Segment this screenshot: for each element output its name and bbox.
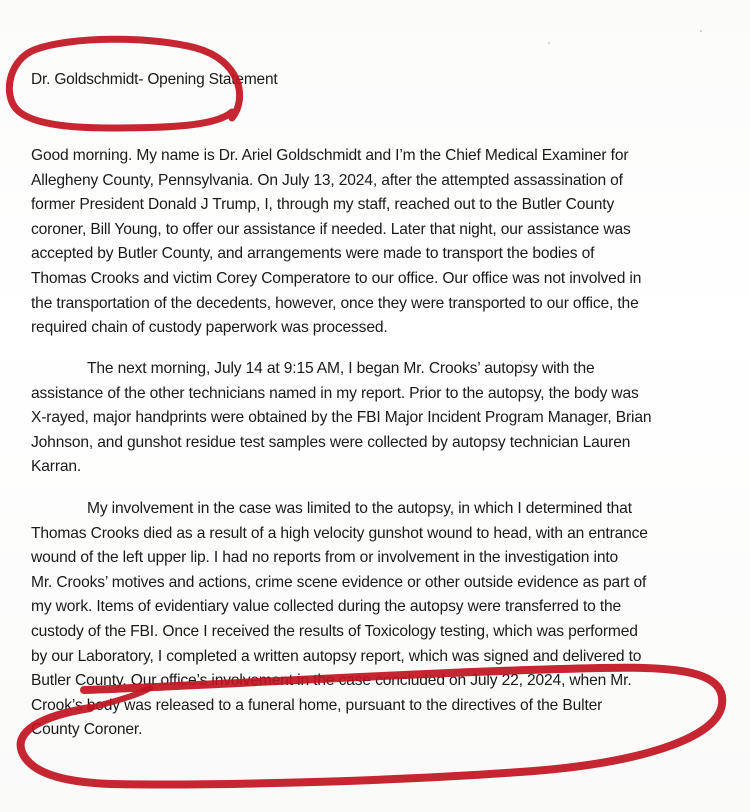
- paragraph-line: Thomas Crooks died as a result of a high velocity gunshot wound to head, with an entrance: [31, 524, 648, 542]
- paragraph-line: by our Laboratory, I completed a written autopsy report, which was signed and delivered to: [31, 647, 642, 665]
- paragraph-line: my work. Items of evidentiary value collected during the autopsy were transferred to the: [31, 598, 622, 616]
- paragraph-2: [31, 357, 736, 480]
- paragraph-line: the transportation of the decedents, however, once they were transported to our office, the: [31, 294, 639, 312]
- paragraph-3: [31, 497, 736, 743]
- paragraph-line: County Coroner.: [31, 721, 143, 739]
- paragraph-line: former President Donald J Trump, I, through my staff, reached out to the Butler County: [31, 196, 615, 214]
- paragraph-line: assistance of the other technicians named in my report. Prior to the autopsy, the body was: [31, 384, 639, 402]
- paragraph-line: accepted by Butler County, and arrangements were made to transport the bodies of: [31, 245, 595, 263]
- paragraph-line: Allegheny County, Pennsylvania. On July 13, 2024, after the attempted assassination of: [31, 171, 623, 189]
- paragraph-line: The next morning, July 14 at 9:15 AM, I began Mr. Crooks’ autopsy with the: [87, 360, 595, 377]
- scan-speck: [548, 42, 550, 44]
- paragraph-line: Butler County. Our office’s involvement in the case concluded on July 22, 2024, when Mr.: [31, 672, 632, 690]
- paragraph-line: Thomas Crooks and victim Corey Comperatore to our office. Our office was not involved in: [31, 269, 642, 287]
- paragraph-1: [31, 144, 736, 341]
- paragraph-line: Crook’s body was released to a funeral home, pursuant to the directives of the Bulter: [31, 696, 603, 714]
- paragraph-line: wound of the left upper lip. I had no reports from or involvement in the investigation into: [31, 549, 619, 567]
- paragraph-line: Good morning. My name is Dr. Ariel Goldschmidt and I’m the Chief Medical Examiner for: [31, 147, 629, 164]
- scan-speck: [700, 30, 702, 32]
- paragraph-line: Mr. Crooks’ motives and actions, crime scene evidence or other outside evidence as part of: [31, 573, 647, 591]
- paragraph-line: coroner, Bill Young, to offer our assistance if needed. Later that night, our assistance was: [31, 220, 631, 238]
- paragraph-line: required chain of custody paperwork was processed.: [31, 319, 388, 337]
- paragraph-line: Johnson, and gunshot residue test samples were collected by autopsy technician Lauren: [31, 433, 631, 451]
- document-title: Dr. Goldschmidt- Opening Statement: [31, 71, 278, 88]
- paragraph-line: My involvement in the case was limited to the autopsy, in which I determined that: [87, 500, 632, 517]
- paragraph-line: X-rayed, major handprints were obtained by the FBI Major Incident Program Manager, Brian: [31, 409, 652, 427]
- paragraph-line: custody of the FBI. Once I received the results of Toxicology testing, which was performed: [31, 622, 638, 640]
- paragraph-line: Karran.: [31, 458, 82, 476]
